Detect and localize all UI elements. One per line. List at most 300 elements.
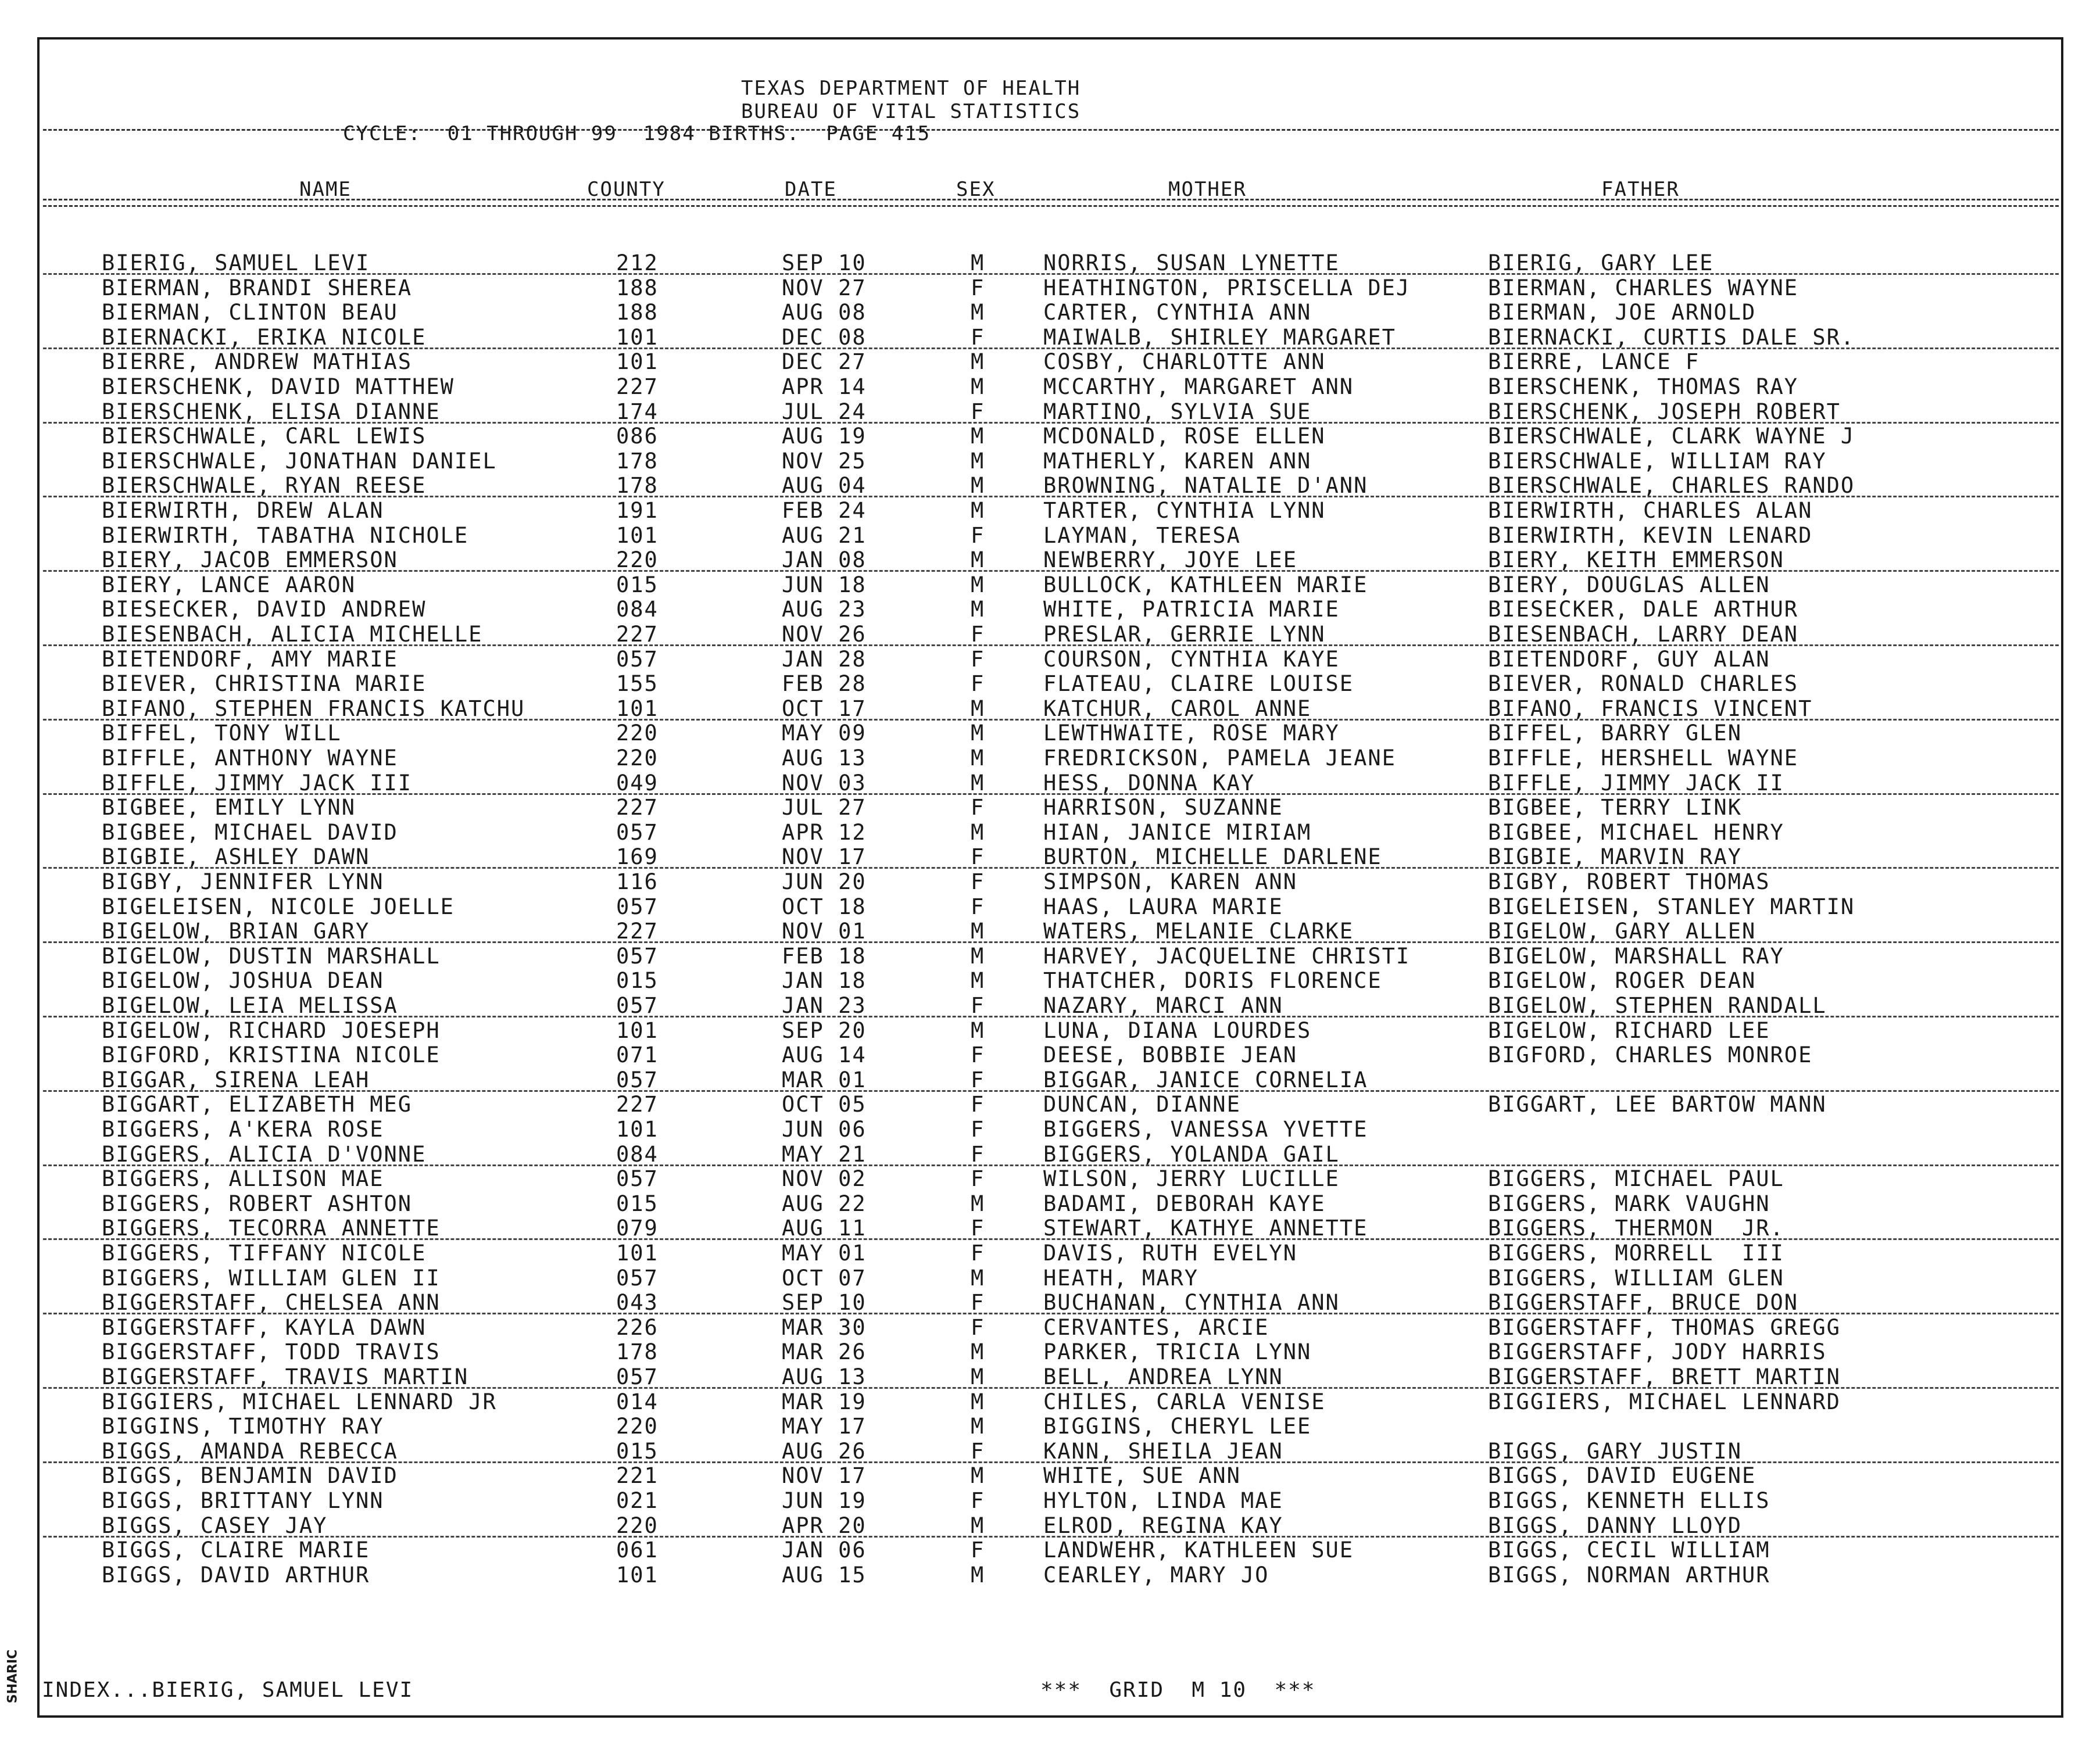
cell-father: BIERWIRTH, CHARLES ALAN (1488, 498, 1813, 523)
cell-date: NOV 25 (782, 448, 867, 474)
cell-name: BIERY, JACOB EMMERSON (102, 547, 398, 573)
cell-sex: M (971, 448, 985, 474)
cell-mother: LANDWEHR, KATHLEEN SUE (1043, 1538, 1354, 1563)
cell-name: BIGGS, CLAIRE MARIE (102, 1538, 370, 1563)
table-row (0, 375, 2100, 400)
cell-sex: F (971, 1042, 985, 1068)
cell-county: 015 (616, 572, 659, 597)
cell-mother: PRESLAR, GERRIE LYNN (1043, 622, 1326, 647)
column-header-mother: MOTHER (1168, 178, 1247, 201)
cell-mother: MARTINO, SYLVIA SUE (1043, 399, 1312, 424)
cell-county: 101 (616, 349, 659, 375)
cell-father: BIGGERS, MARK VAUGHN (1488, 1191, 1770, 1216)
table-row (0, 524, 2100, 549)
header-bureau: BUREAU OF VITAL STATISTICS (741, 100, 1081, 123)
table-row (0, 1216, 2100, 1241)
cell-county: 101 (616, 1241, 659, 1266)
cell-county: 178 (616, 448, 659, 474)
cell-sex: F (971, 1488, 985, 1513)
table-row (0, 300, 2100, 325)
cell-mother: THATCHER, DORIS FLORENCE (1043, 968, 1382, 994)
cell-mother: NORRIS, SUSAN LYNETTE (1043, 250, 1340, 275)
cell-sex: F (971, 1314, 985, 1340)
cell-name: BIFANO, STEPHEN FRANCIS KATCHU (102, 696, 525, 721)
cell-father: BIERSCHENK, THOMAS RAY (1488, 374, 1799, 399)
table-row (0, 1192, 2100, 1217)
cell-father: BIGGERSTAFF, JODY HARRIS (1488, 1339, 1827, 1365)
cell-date: SEP 10 (782, 250, 867, 275)
cell-mother: KATCHUR, CAROL ANNE (1043, 696, 1312, 721)
cell-county: 220 (616, 547, 659, 573)
table-row (0, 499, 2100, 524)
cell-father: BIGELOW, STEPHEN RANDALL (1488, 993, 1827, 1018)
cell-county: 169 (616, 844, 659, 870)
table-row (0, 1365, 2100, 1390)
row-group-divider (43, 1090, 2059, 1092)
cell-mother: BIGGAR, JANICE CORNELIA (1043, 1067, 1368, 1092)
cell-date: JAN 08 (782, 547, 867, 573)
cell-mother: DAVIS, RUTH EVELYN (1043, 1241, 1297, 1266)
cell-name: BIGGART, ELIZABETH MEG (102, 1092, 413, 1117)
cell-date: AUG 08 (782, 300, 867, 325)
cell-sex: M (971, 547, 985, 573)
cell-date: AUG 19 (782, 424, 867, 449)
table-row (0, 771, 2100, 796)
cell-sex: M (971, 943, 985, 969)
cell-county: 057 (616, 943, 659, 969)
cell-county: 014 (616, 1389, 659, 1414)
cell-mother: TARTER, CYNTHIA LYNN (1043, 498, 1326, 523)
table-row (0, 820, 2100, 845)
cell-sex: M (971, 721, 985, 746)
cell-sex: F (971, 1067, 985, 1092)
cell-county: 227 (616, 1092, 659, 1117)
cell-father: BIERIG, GARY LEE (1488, 250, 1714, 275)
column-header-sex: SEX (956, 178, 996, 201)
cell-county: 178 (616, 1339, 659, 1365)
cell-mother: LEWTHWAITE, ROSE MARY (1043, 721, 1340, 746)
cell-mother: HIAN, JANICE MIRIAM (1043, 819, 1312, 845)
row-group-divider (43, 719, 2059, 721)
cell-sex: M (971, 1513, 985, 1538)
cell-date: MAR 26 (782, 1339, 867, 1365)
cell-sex: M (971, 498, 985, 523)
cell-name: BIESENBACH, ALICIA MICHELLE (102, 622, 483, 647)
table-row (0, 1489, 2100, 1514)
cell-date: JUL 27 (782, 795, 867, 820)
cell-sex: F (971, 324, 985, 350)
cell-sex: F (971, 671, 985, 697)
cell-father: BIGELEISEN, STANLEY MARTIN (1488, 894, 1855, 919)
cell-date: MAR 19 (782, 1389, 867, 1414)
cell-county: 015 (616, 1438, 659, 1464)
cell-name: BIERWIRTH, DREW ALAN (102, 498, 384, 523)
row-group-divider (43, 273, 2059, 275)
cell-county: 049 (616, 770, 659, 796)
cell-sex: F (971, 1166, 985, 1192)
cell-sex: M (971, 1191, 985, 1216)
cell-date: APR 14 (782, 374, 867, 399)
cell-sex: M (971, 572, 985, 597)
row-group-divider (43, 1016, 2059, 1017)
cell-mother: BUCHANAN, CYNTHIA ANN (1043, 1290, 1340, 1316)
cell-sex: M (971, 1463, 985, 1489)
cell-county: 086 (616, 424, 659, 449)
cell-name: BIGGERSTAFF, CHELSEA ANN (102, 1290, 441, 1316)
cell-name: BIERSCHWALE, RYAN REESE (102, 473, 427, 499)
cell-name: BIERRE, ANDREW MATHIAS (102, 349, 413, 375)
cell-sex: F (971, 275, 985, 300)
cell-date: JAN 28 (782, 646, 867, 672)
cell-father: BIGGERS, WILLIAM GLEN (1488, 1265, 1784, 1291)
cell-father: BIERSCHWALE, CHARLES RANDO (1488, 473, 1855, 499)
row-group-divider (43, 1387, 2059, 1389)
cell-father: BIGBY, ROBERT THOMAS (1488, 869, 1770, 894)
cell-county: 221 (616, 1463, 659, 1489)
column-header-date: DATE (785, 178, 837, 201)
cell-date: DEC 27 (782, 349, 867, 375)
table-row (0, 573, 2100, 598)
cell-date: AUG 13 (782, 746, 867, 771)
side-label-text: SHARIC (5, 1649, 20, 1704)
cell-father: BIERMAN, CHARLES WAYNE (1488, 275, 1799, 300)
cell-county: 227 (616, 622, 659, 647)
cell-mother: FLATEAU, CLAIRE LOUISE (1043, 671, 1354, 697)
cell-date: AUG 23 (782, 597, 867, 622)
table-row (0, 1414, 2100, 1439)
cell-name: BIEVER, CHRISTINA MARIE (102, 671, 427, 697)
cell-sex: F (971, 1141, 985, 1167)
cell-mother: CARTER, CYNTHIA ANN (1043, 300, 1312, 325)
cell-name: BIGELEISEN, NICOLE JOELLE (102, 894, 455, 919)
cell-name: BIGGERSTAFF, KAYLA DAWN (102, 1314, 427, 1340)
cell-mother: CHILES, CARLA VENISE (1043, 1389, 1326, 1414)
cell-county: 079 (616, 1216, 659, 1241)
cell-name: BIFFEL, TONY WILL (102, 721, 342, 746)
cell-mother: COURSON, CYNTHIA KAYE (1043, 646, 1340, 672)
cell-father: BIGGERSTAFF, BRUCE DON (1488, 1290, 1799, 1316)
cell-father: BIGELOW, MARSHALL RAY (1488, 943, 1784, 969)
cell-date: JUL 24 (782, 399, 867, 424)
cell-county: 084 (616, 1141, 659, 1167)
cell-date: JUN 19 (782, 1488, 867, 1513)
cell-father: BIGGS, CECIL WILLIAM (1488, 1538, 1770, 1563)
cell-date: NOV 26 (782, 622, 867, 647)
cell-date: NOV 02 (782, 1166, 867, 1192)
cell-sex: M (971, 1364, 985, 1389)
cell-father: BIGGART, LEE BARTOW MANN (1488, 1092, 1827, 1117)
cell-name: BIERMAN, BRANDI SHEREA (102, 275, 413, 300)
cell-sex: F (971, 399, 985, 424)
cell-name: BIGGERS, A'KERA ROSE (102, 1117, 384, 1142)
cell-name: BIFFLE, ANTHONY WAYNE (102, 746, 398, 771)
cell-mother: HYLTON, LINDA MAE (1043, 1488, 1283, 1513)
column-header-county: COUNTY (587, 178, 666, 201)
footer-grid: *** GRID M 10 *** (1040, 1678, 1316, 1702)
footer-index: INDEX...BIERIG, SAMUEL LEVI (42, 1678, 414, 1702)
cell-sex: M (971, 300, 985, 325)
table-row (0, 400, 2100, 425)
table-row (0, 1043, 2100, 1068)
table-row (0, 1514, 2100, 1539)
cell-date: FEB 24 (782, 498, 867, 523)
cell-name: BIERY, LANCE AARON (102, 572, 356, 597)
header-cycle: CYCLE: 01 THROUGH 99 1984 BIRTHS. PAGE 415 (343, 122, 931, 145)
cell-mother: ELROD, REGINA KAY (1043, 1513, 1283, 1538)
cell-sex: F (971, 869, 985, 894)
cell-father: BIGELOW, GARY ALLEN (1488, 919, 1756, 944)
cell-date: MAY 21 (782, 1141, 867, 1167)
cell-father: BIEVER, RONALD CHARLES (1488, 671, 1799, 697)
cell-father: BIFFLE, JIMMY JACK II (1488, 770, 1784, 796)
cell-date: OCT 17 (782, 696, 867, 721)
table-row (0, 969, 2100, 994)
table-row (0, 746, 2100, 771)
cell-county: 021 (616, 1488, 659, 1513)
cell-father: BIGGERSTAFF, BRETT MARTIN (1488, 1364, 1841, 1389)
cell-date: APR 20 (782, 1513, 867, 1538)
table-row (0, 845, 2100, 870)
cell-name: BIGELOW, LEIA MELISSA (102, 993, 398, 1018)
table-row (0, 796, 2100, 820)
table-row (0, 424, 2100, 449)
table-row (0, 1390, 2100, 1415)
cell-county: 057 (616, 819, 659, 845)
cell-county: 220 (616, 746, 659, 771)
cell-name: BIGGAR, SIRENA LEAH (102, 1067, 370, 1092)
row-group-divider (43, 347, 2059, 349)
cell-father: BIERNACKI, CURTIS DALE SR. (1488, 324, 1855, 350)
cell-sex: M (971, 1562, 985, 1588)
cell-father: BIGGS, KENNETH ELLIS (1488, 1488, 1770, 1513)
cell-mother: DUNCAN, DIANNE (1043, 1092, 1241, 1117)
table-row (0, 1538, 2100, 1563)
cell-date: AUG 22 (782, 1191, 867, 1216)
cell-date: JAN 06 (782, 1538, 867, 1563)
cell-mother: LUNA, DIANA LOURDES (1043, 1017, 1312, 1043)
cell-father: BIGGIERS, MICHAEL LENNARD (1488, 1389, 1841, 1414)
cell-county: 061 (616, 1538, 659, 1563)
table-row (0, 647, 2100, 672)
table-row (0, 870, 2100, 895)
cell-sex: M (971, 250, 985, 275)
cell-name: BIGGERSTAFF, TODD TRAVIS (102, 1339, 441, 1365)
cell-name: BIGGS, DAVID ARTHUR (102, 1562, 370, 1588)
row-group-divider (43, 1536, 2059, 1538)
cell-county: 015 (616, 1191, 659, 1216)
cell-date: MAR 01 (782, 1067, 867, 1092)
cell-mother: WHITE, SUE ANN (1043, 1463, 1241, 1489)
table-row (0, 1464, 2100, 1489)
cell-name: BIERNACKI, ERIKA NICOLE (102, 324, 427, 350)
cell-mother: BULLOCK, KATHLEEN MARIE (1043, 572, 1368, 597)
cell-name: BIERSCHWALE, JONATHAN DANIEL (102, 448, 497, 474)
cell-name: BIERMAN, CLINTON BEAU (102, 300, 398, 325)
cell-mother: CERVANTES, ARCIE (1043, 1314, 1269, 1340)
cell-county: 101 (616, 522, 659, 548)
cell-mother: BIGGINS, CHERYL LEE (1043, 1414, 1312, 1439)
cell-mother: CEARLEY, MARY JO (1043, 1562, 1269, 1588)
cell-sex: M (971, 968, 985, 994)
cell-mother: WATERS, MELANIE CLARKE (1043, 919, 1354, 944)
column-header-name: NAME (299, 178, 352, 201)
cell-date: MAY 17 (782, 1414, 867, 1439)
cell-date: APR 12 (782, 819, 867, 845)
cell-date: JUN 20 (782, 869, 867, 894)
cell-sex: M (971, 1389, 985, 1414)
cell-name: BIGGS, AMANDA REBECCA (102, 1438, 398, 1464)
cell-county: 188 (616, 300, 659, 325)
cell-father: BIGGS, GARY JUSTIN (1488, 1438, 1742, 1464)
table-row (0, 251, 2100, 276)
cell-sex: F (971, 522, 985, 548)
cell-name: BIGELOW, DUSTIN MARSHALL (102, 943, 441, 969)
cell-name: BIGGERS, TECORRA ANNETTE (102, 1216, 441, 1241)
cell-date: NOV 03 (782, 770, 867, 796)
table-row (0, 1117, 2100, 1142)
cell-father: BIGGERSTAFF, THOMAS GREGG (1488, 1314, 1841, 1340)
cell-name: BIERWIRTH, TABATHA NICHOLE (102, 522, 469, 548)
cell-name: BIGFORD, KRISTINA NICOLE (102, 1042, 441, 1068)
cell-county: 057 (616, 993, 659, 1018)
table-row (0, 697, 2100, 722)
cell-county: 178 (616, 473, 659, 499)
cell-mother: BADAMI, DEBORAH KAYE (1043, 1191, 1326, 1216)
table-row (0, 350, 2100, 375)
cell-father: BIGELOW, RICHARD LEE (1488, 1017, 1770, 1043)
cell-name: BIESECKER, DAVID ANDREW (102, 597, 427, 622)
cell-mother: HEATHINGTON, PRISCELLA DEJ (1043, 275, 1411, 300)
cell-father: BIFFEL, BARRY GLEN (1488, 721, 1742, 746)
cell-date: AUG 26 (782, 1438, 867, 1464)
cell-sex: F (971, 1241, 985, 1266)
cell-county: 220 (616, 1414, 659, 1439)
cell-sex: M (971, 1414, 985, 1439)
cell-date: OCT 05 (782, 1092, 867, 1117)
cell-father: BIERSCHWALE, WILLIAM RAY (1488, 448, 1827, 474)
table-row (0, 622, 2100, 647)
cell-name: BIERSCHENK, ELISA DIANNE (102, 399, 441, 424)
cell-name: BIFFLE, JIMMY JACK III (102, 770, 413, 796)
cell-county: 212 (616, 250, 659, 275)
cell-father: BIFFLE, HERSHELL WAYNE (1488, 746, 1799, 771)
table-row (0, 597, 2100, 622)
cell-date: AUG 04 (782, 473, 867, 499)
cell-name: BIGELOW, RICHARD JOESEPH (102, 1017, 441, 1043)
cell-father: BIGBIE, MARVIN RAY (1488, 844, 1742, 870)
cell-mother: HARVEY, JACQUELINE CHRISTI (1043, 943, 1411, 969)
cell-mother: FREDRICKSON, PAMELA JEANE (1043, 746, 1396, 771)
table-row (0, 1316, 2100, 1341)
cell-date: AUG 14 (782, 1042, 867, 1068)
cell-name: BIERIG, SAMUEL LEVI (102, 250, 370, 275)
cell-sex: F (971, 844, 985, 870)
cell-county: 057 (616, 1067, 659, 1092)
cell-father: BIGGS, NORMAN ARTHUR (1488, 1562, 1770, 1588)
row-group-divider (43, 1313, 2059, 1314)
cell-county: 057 (616, 894, 659, 919)
table-row (0, 1241, 2100, 1266)
cell-name: BIETENDORF, AMY MARIE (102, 646, 398, 672)
cell-father: BIESENBACH, LARRY DEAN (1488, 622, 1799, 647)
table-row (0, 1439, 2100, 1464)
table-row (0, 1167, 2100, 1192)
cell-name: BIGELOW, JOSHUA DEAN (102, 968, 384, 994)
cell-date: JUN 18 (782, 572, 867, 597)
cell-name: BIGGERS, TIFFANY NICOLE (102, 1241, 427, 1266)
cell-date: SEP 20 (782, 1017, 867, 1043)
cell-name: BIERSCHWALE, CARL LEWIS (102, 424, 427, 449)
cell-sex: F (971, 646, 985, 672)
table-row (0, 548, 2100, 573)
row-group-divider (43, 1461, 2059, 1463)
cell-mother: BELL, ANDREA LYNN (1043, 1364, 1283, 1389)
row-group-divider (43, 867, 2059, 869)
cell-sex: M (971, 349, 985, 375)
cell-mother: KANN, SHEILA JEAN (1043, 1438, 1283, 1464)
table-row (0, 919, 2100, 944)
cell-date: AUG 21 (782, 522, 867, 548)
cell-father: BIGGS, DANNY LLOYD (1488, 1513, 1742, 1538)
cell-sex: F (971, 1092, 985, 1117)
cell-date: JAN 18 (782, 968, 867, 994)
table-row (0, 672, 2100, 697)
cell-sex: F (971, 622, 985, 647)
cell-father: BIGBEE, MICHAEL HENRY (1488, 819, 1784, 845)
cell-name: BIGGERS, ROBERT ASHTON (102, 1191, 413, 1216)
table-row (0, 1291, 2100, 1316)
cell-father: BIETENDORF, GUY ALAN (1488, 646, 1770, 672)
cell-name: BIGGERS, ALICIA D'VONNE (102, 1141, 427, 1167)
cell-father: BIERSCHENK, JOSEPH ROBERT (1488, 399, 1841, 424)
table-row (0, 994, 2100, 1019)
cell-sex: M (971, 770, 985, 796)
cell-date: MAY 01 (782, 1241, 867, 1266)
cell-county: 227 (616, 374, 659, 399)
cell-mother: BIGGERS, YOLANDA GAIL (1043, 1141, 1340, 1167)
table-row (0, 895, 2100, 920)
cell-county: 057 (616, 1265, 659, 1291)
cell-father: BIFANO, FRANCIS VINCENT (1488, 696, 1813, 721)
cell-mother: MCCARTHY, MARGARET ANN (1043, 374, 1354, 399)
cell-sex: M (971, 473, 985, 499)
cell-name: BIGGIERS, MICHAEL LENNARD JR (102, 1389, 497, 1414)
cell-county: 071 (616, 1042, 659, 1068)
cell-mother: HARRISON, SUZANNE (1043, 795, 1283, 820)
cell-sex: M (971, 1339, 985, 1365)
cell-name: BIGGINS, TIMOTHY RAY (102, 1414, 384, 1439)
cell-father: BIERY, DOUGLAS ALLEN (1488, 572, 1770, 597)
cell-county: 226 (616, 1314, 659, 1340)
cell-sex: F (971, 795, 985, 820)
cell-father: BIGFORD, CHARLES MONROE (1488, 1042, 1813, 1068)
cell-county: 101 (616, 1017, 659, 1043)
cell-mother: BURTON, MICHELLE DARLENE (1043, 844, 1382, 870)
cell-date: AUG 11 (782, 1216, 867, 1241)
table-row (0, 449, 2100, 474)
cell-date: JUN 06 (782, 1117, 867, 1142)
cell-date: MAR 30 (782, 1314, 867, 1340)
row-group-divider (43, 570, 2059, 572)
cell-county: 057 (616, 1364, 659, 1389)
cell-county: 101 (616, 1117, 659, 1142)
cell-sex: M (971, 696, 985, 721)
cell-name: BIGGERS, ALLISON MAE (102, 1166, 384, 1192)
table-row (0, 1142, 2100, 1167)
cell-mother: COSBY, CHARLOTTE ANN (1043, 349, 1326, 375)
cell-county: 188 (616, 275, 659, 300)
cell-father: BIERWIRTH, KEVIN LENARD (1488, 522, 1813, 548)
